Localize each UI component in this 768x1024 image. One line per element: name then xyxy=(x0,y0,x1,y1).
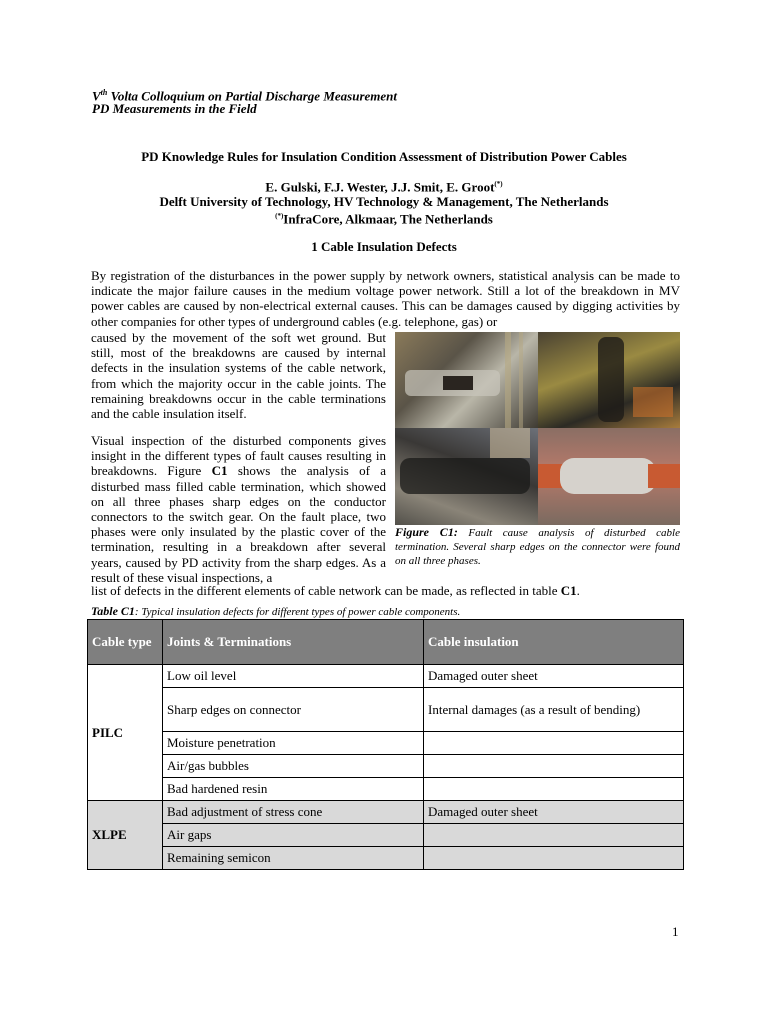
table-cell: Internal damages (as a result of bending) xyxy=(424,688,684,732)
table-cell xyxy=(424,778,684,801)
table-cell: Damaged outer sheet xyxy=(424,665,684,688)
figure-caption: Figure C1: Fault cause analysis of disturbed cable termination. Several sharp edges on the connector were found on all three phases. xyxy=(395,525,680,567)
table-row xyxy=(88,688,684,732)
author-names: E. Gulski, F.J. Wester, J.J. Smit, E. Groot(*) xyxy=(265,179,503,195)
table-row xyxy=(88,732,684,755)
section-heading: 1 Cable Insulation Defects xyxy=(311,239,457,254)
table-cell: Sharp edges on connector xyxy=(163,688,424,732)
table-cell xyxy=(424,824,684,847)
body-paragraph-1-continued: caused by the movement of the soft wet ground. But still, most of the breakdowns are caused by internal defects in the insulation systems of the cable network, from which the majority occur in the cable joints. The remaining breakdowns occur in the cable terminations and the cable insulation itself. xyxy=(91,330,386,422)
column-header: Cable type xyxy=(88,620,163,665)
author-block xyxy=(0,177,768,227)
conference-title: Vth Volta Colloquium on Partial Discharge Measurement xyxy=(92,88,397,104)
table-row xyxy=(88,665,684,688)
photo-cable-termination-2 xyxy=(538,332,680,428)
table-cell: Damaged outer sheet xyxy=(424,801,684,824)
column-header: Joints & Terminations xyxy=(163,620,424,665)
table-cell: Air gaps xyxy=(163,824,424,847)
affiliation-2: (*)InfraCore, Alkmaar, The Netherlands xyxy=(275,211,493,227)
body-paragraph-2-last-line: list of defects in the different elements of cable network can be made, as reflected in table C1. xyxy=(91,583,580,598)
table-row xyxy=(88,847,684,870)
body-paragraph-2: Visual inspection of the disturbed components gives insight in the different types of fault causes resulting in breakdowns. Figure C1 shows the analysis of a disturbed mass filled cable termination, which showed on all three phases sharp edges on the conductor connectors to the switch gear. On the fault place, two phases were only insulated by the plastic cover of the termination, resulting in a breakdown after several years, caused by PD activity from the sharp edges. As a result of these visual inspections, a xyxy=(91,433,387,585)
table-row xyxy=(88,824,684,847)
conference-subtitle: PD Measurements in the Field xyxy=(92,101,257,116)
table-row xyxy=(88,778,684,801)
table-cell: Air/gas bubbles xyxy=(163,755,424,778)
table-row xyxy=(88,755,684,778)
cable-type-cell: PILC xyxy=(88,665,163,801)
figure-c1-photo-collage xyxy=(395,332,680,525)
column-header: Cable insulation xyxy=(424,620,684,665)
paper-title: PD Knowledge Rules for Insulation Condition Assessment of Distribution Power Cables xyxy=(141,149,627,164)
cable-type-cell: XLPE xyxy=(88,801,163,870)
table-cell: Remaining semicon xyxy=(163,847,424,870)
table-cell: Moisture penetration xyxy=(163,732,424,755)
photo-cable-termination-1 xyxy=(395,332,538,428)
photo-cable-termination-4 xyxy=(538,428,680,525)
table-cell xyxy=(424,755,684,778)
photo-cable-termination-3 xyxy=(395,428,538,525)
body-paragraph-1: By registration of the disturbances in the power supply by network owners, statistical analysis can be made to indicate the major failure causes in the medium voltage power network. Still a lot of the breakdown in MV power cables are caused by non-electrical external causes. This can be damages caused by digging activities by other companies for other types of underground cables (e.g. telephone, gas) or xyxy=(91,268,680,329)
table-row xyxy=(88,801,684,824)
table-cell: Low oil level xyxy=(163,665,424,688)
table-cell: Bad adjustment of stress cone xyxy=(163,801,424,824)
page-number: 1 xyxy=(672,924,679,939)
affiliation-1: Delft University of Technology, HV Technology & Management, The Netherlands xyxy=(159,194,609,210)
table-cell: Bad hardened resin xyxy=(163,778,424,801)
table-header-row xyxy=(88,620,684,665)
table-cell xyxy=(424,732,684,755)
insulation-defects-table xyxy=(87,619,684,870)
table-caption: Table C1: Typical insulation defects for different types of power cable components. xyxy=(91,604,461,618)
table-cell xyxy=(424,847,684,870)
